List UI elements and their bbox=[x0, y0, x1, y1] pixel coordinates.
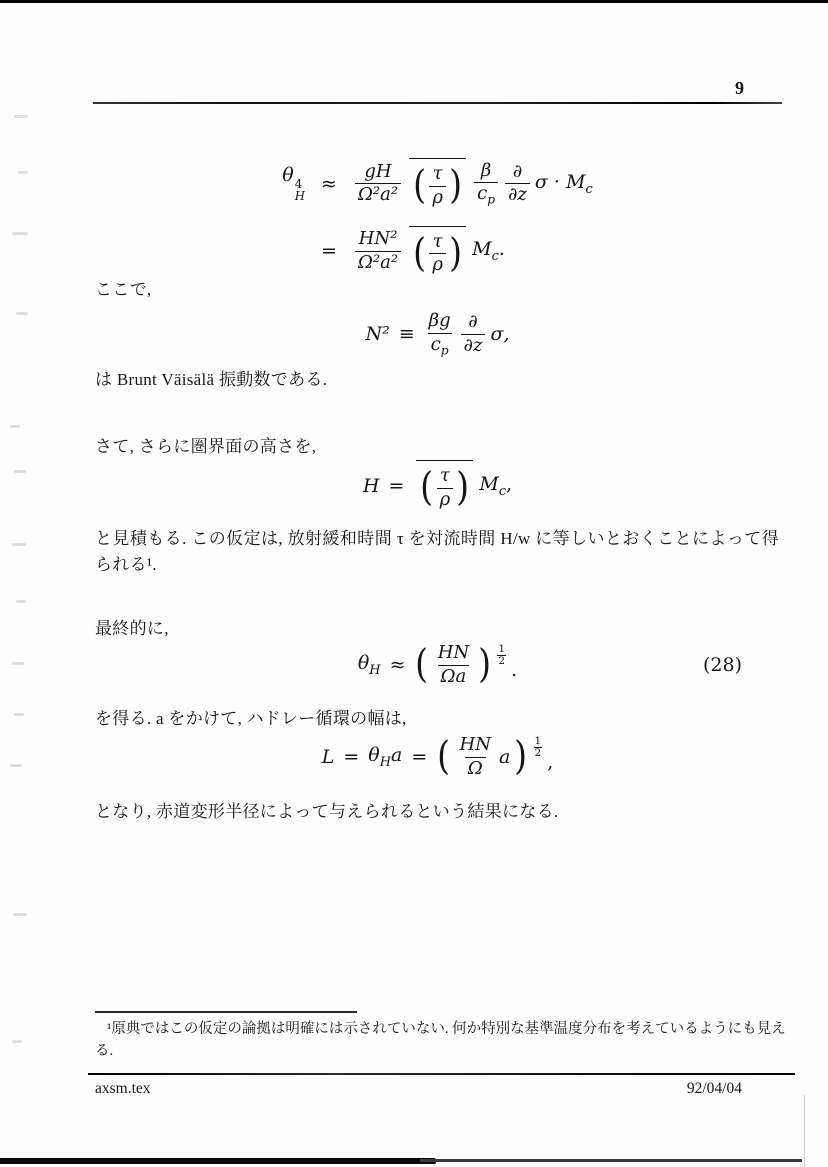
footer-rule bbox=[88, 1073, 795, 1075]
text-estimate: と見積もる. この仮定は, 放射緩和時間 τ を対流時間 H/w に等しいとおくことによって得られる¹. bbox=[95, 529, 779, 575]
exponent-half: 1 2 bbox=[498, 643, 506, 668]
overline-tau-rho: ( $\frac{\tau}{\rho}$ ) bbox=[416, 460, 473, 512]
scan-bottom-edge bbox=[0, 1158, 436, 1164]
scan-smudge bbox=[16, 312, 28, 315]
theta4-lhs: θ 4 H bbox=[282, 164, 306, 204]
header-rule bbox=[93, 102, 782, 104]
scan-smudge bbox=[14, 713, 24, 716]
L-row: L = $\theta_Ha$ = ( $\frac{HN}{\Omega}$ a ) 1 2 , bbox=[321, 734, 554, 780]
exponent-half: 1 2 bbox=[534, 735, 542, 760]
H-row bbox=[363, 460, 512, 512]
scan-right-edge bbox=[804, 1095, 805, 1167]
scan-smudge bbox=[14, 470, 26, 473]
scan-smudge bbox=[10, 425, 20, 428]
overline-tau-rho: ( $\frac{\tau}{\rho}$ ) bbox=[409, 226, 466, 278]
sigma-term: σ, bbox=[490, 323, 510, 346]
text-brunt-vaisala: は Brunt Väisälä 振動数である. bbox=[95, 370, 328, 389]
thetaH-lhs: $\theta_H$ bbox=[357, 652, 381, 679]
Mc-term: $M_c$, bbox=[479, 472, 513, 499]
comma: , bbox=[547, 750, 554, 773]
text-sate: さて, さらに圏界面の高さを, bbox=[95, 437, 317, 456]
text-finally: 最終的に, bbox=[95, 619, 169, 638]
period: . bbox=[511, 658, 518, 681]
footer-date: 92/04/04 bbox=[686, 1080, 742, 1097]
frac-gH-omega2a2: $\frac{gH}{\text{Ω²a²}}$ bbox=[355, 161, 401, 208]
frac-HN-omega-a: $\frac{HN}{\Omega a}$ bbox=[437, 642, 470, 687]
frac-beta-cp: $\frac{\beta}{c_p}$ bbox=[474, 160, 498, 208]
approx-sign: ≈ bbox=[321, 172, 337, 195]
scan-smudge bbox=[12, 543, 26, 546]
equals-sign: = bbox=[388, 474, 405, 497]
footnote-rule bbox=[95, 1011, 357, 1013]
inner-a: a bbox=[498, 746, 511, 769]
frac-tau-rho: $\frac{\tau}{\rho}$ bbox=[429, 231, 446, 278]
thetaH-a-term: $\theta_Ha$ bbox=[368, 744, 403, 771]
overline-tau-rho: ( $\frac{\tau}{\rho}$ ) bbox=[409, 158, 466, 210]
H-lhs: H bbox=[362, 474, 380, 497]
scan-smudge bbox=[10, 764, 22, 767]
N2-lhs: N² bbox=[365, 323, 390, 346]
Mc-term: $M_c$. bbox=[472, 238, 505, 265]
scan-top-edge bbox=[0, 0, 828, 3]
frac-tau-rho: $\frac{\tau}{\rho}$ bbox=[437, 465, 454, 512]
frac-tau-rho: $\frac{\tau}{\rho}$ bbox=[429, 163, 446, 210]
footnote-text: ¹原典ではこの仮定の論拠は明確には示されていない. 何か特別な基準温度分布を考えているようにも見える. bbox=[95, 1021, 786, 1059]
sigma-Mc-term: $\sigma \cdot M_c$ bbox=[534, 170, 593, 197]
scan-smudge bbox=[12, 1040, 22, 1043]
equation-theta4 bbox=[95, 158, 780, 277]
theta4-rhs-line2 bbox=[353, 226, 593, 278]
footer-filename: axsm.tex bbox=[95, 1080, 151, 1097]
scan-smudge bbox=[18, 171, 28, 174]
frac-partial-z: $\frac{\partial}{\partial z}$ bbox=[461, 311, 486, 358]
approx-sign: ≈ bbox=[389, 654, 406, 677]
equals-sign: = bbox=[343, 746, 360, 769]
scan-smudge bbox=[16, 600, 26, 603]
equation-28 bbox=[95, 642, 780, 689]
theta-H-row: $\theta_H$ ≈ ( $\frac{HN}{\Omega a}$ ) 1 2 . bbox=[357, 642, 518, 688]
equation-L bbox=[95, 734, 780, 781]
scan-bottom-edge-thin bbox=[420, 1159, 802, 1162]
page-number: 9 bbox=[735, 78, 744, 98]
equation-N2 bbox=[95, 310, 780, 358]
text-kokode: ここで, bbox=[95, 280, 152, 299]
scan-smudge bbox=[13, 913, 27, 916]
frac-betag-cp: $\frac{\beta g}{c_p}$ bbox=[428, 310, 451, 358]
text-result: となり, 赤道変形半径によって与えられるという結果になる. bbox=[95, 802, 559, 821]
equation-H bbox=[95, 460, 780, 512]
scan-smudge bbox=[12, 662, 24, 665]
L-lhs: L bbox=[321, 746, 335, 769]
equiv-sign: ≡ bbox=[398, 323, 415, 346]
frac-HN2-omega2a2: $\frac{\text{HN²}}{\text{Ω²a²}}$ bbox=[355, 228, 401, 275]
text-obtain: を得る. a をかけて, ハドレー循環の幅は, bbox=[95, 709, 407, 728]
theta4-rhs-line1 bbox=[353, 158, 593, 210]
frac-HN-omega: $\frac{HN}{\Omega}$ bbox=[459, 734, 491, 779]
scan-smudge bbox=[12, 232, 28, 235]
equals-sign: = bbox=[321, 240, 337, 263]
equals-sign: = bbox=[411, 746, 428, 769]
scan-smudge bbox=[14, 115, 28, 118]
frac-partial-z: $\frac{\partial}{\partial z}$ bbox=[505, 161, 530, 208]
N2-row bbox=[366, 310, 510, 358]
equation-number-28: (28) bbox=[702, 654, 742, 677]
